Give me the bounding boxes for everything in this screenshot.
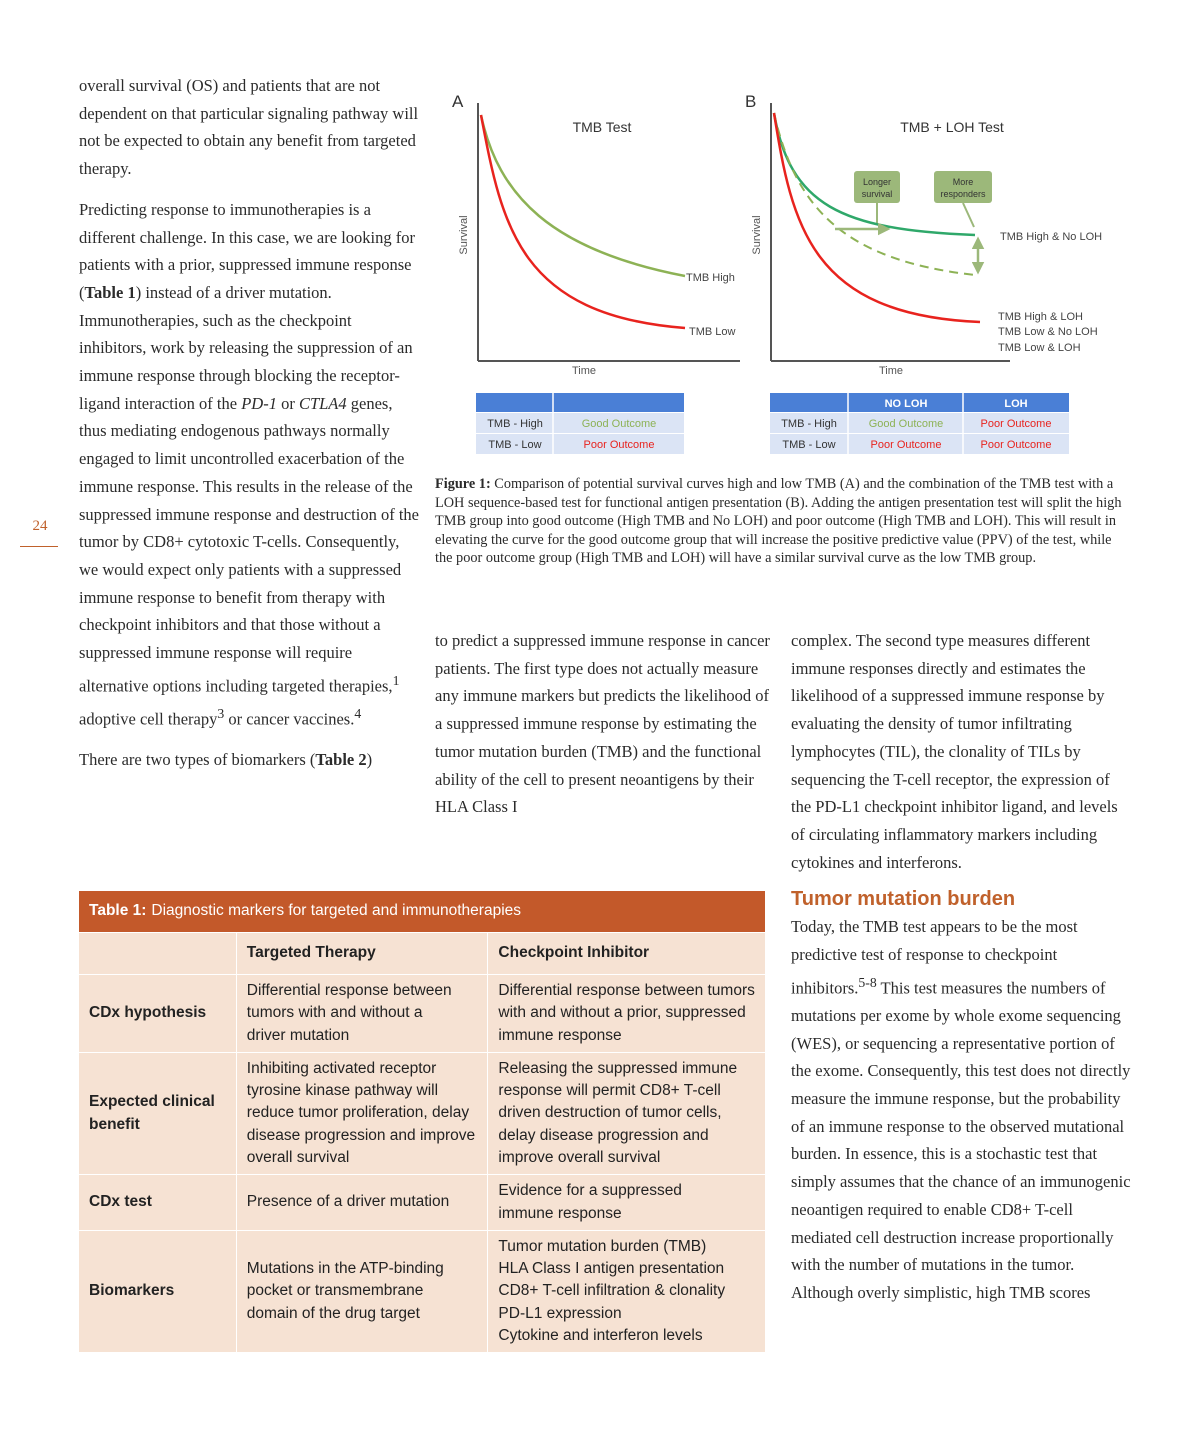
svg-text:responders: responders	[940, 189, 986, 199]
table-row	[79, 974, 765, 1052]
curve-label: TMB High	[686, 272, 735, 284]
row-label: CDx hypothesis	[79, 975, 237, 1052]
left-column	[79, 72, 419, 774]
table-cell: Good Outcome	[868, 418, 944, 430]
table-header-cell: LOH	[1004, 398, 1028, 410]
table-reference: Table 2	[315, 750, 367, 770]
citation: 5-8	[858, 974, 877, 990]
panel-letter: A	[452, 92, 464, 111]
curve-tmb-low	[481, 115, 685, 328]
y-axis-label: Survival	[458, 215, 470, 255]
gene-name: PD-1	[241, 393, 277, 413]
table-row	[79, 1052, 765, 1174]
table-cell: TMB - High	[487, 418, 543, 430]
curve-tmb-high	[481, 115, 685, 276]
column-header: Targeted Therapy	[237, 933, 489, 974]
table-row	[79, 1174, 765, 1230]
citation: 4	[354, 705, 362, 721]
paragraph: Today, the TMB test appears to be the most predictive test of response to checkpoint inhibitors.$^{5-8}$ This test measures the numbers of mutations per exome by whole exome sequencing (WES), or sequencing a representative portion of the exome. Consequently, this test does not directly measure the immune response, but the probability of an immune response to the observed mutational burden. In essence, this is a stochastic test that simply assumes that the chance of an immunogenic neoantigen required to enable CD8+ T-cell mediated cell destruction increase proportionally with the number of mutations in the tumor. Although overly simplistic, high TMB scores	[791, 917, 1131, 1302]
paragraph: There are two types of biomarkers (Table 2)	[79, 750, 373, 770]
figure-caption: Figure 1: Comparison of potential survival curves high and low TMB (A) and the combination of the TMB test with a LOH sequence-based test for functional antigen presentation (B). Adding the antigen presentation test will split the high TMB group into good outcome (High TMB and No LOH) and poor outcome (High TMB and LOH). This will result in elevating the curve for the good outcome group that will increase the positive predictive value (PPV) of the test, while the poor outcome group (High TMB and LOH) will have a similar survival curve as the low TMB group.	[435, 476, 1122, 567]
table-cell: Good Outcome	[581, 418, 657, 430]
table-cell: Poor Outcome	[980, 418, 1052, 430]
table-cell: Differential response between tumors with and without a prior, suppressed immune response	[498, 982, 755, 1044]
curve-label: TMB Low & LOH	[998, 342, 1081, 354]
table-cell: Poor Outcome	[870, 439, 942, 451]
page-number-rule	[20, 546, 58, 547]
svg-text:survival: survival	[861, 189, 893, 199]
table-cell: Inhibiting activated receptor tyrosine kinase pathway will reduce tumor proliferation, delay disease progression and improve overall survival	[237, 1053, 489, 1174]
table-cell: Evidence for a suppressed immune response	[498, 1182, 682, 1222]
curve-label: TMB Low	[689, 326, 736, 338]
x-axis-label: Time	[571, 365, 597, 377]
panel-b	[745, 92, 1102, 454]
table-header	[476, 393, 684, 412]
table-header-row	[79, 932, 765, 974]
svg-text:Longer: Longer	[862, 177, 892, 187]
right-column	[791, 627, 1131, 1307]
table-reference: Table 1	[84, 282, 136, 302]
citation: 3	[217, 705, 225, 721]
panel-title: TMB Test	[572, 119, 632, 135]
table-cell: Mutations in the ATP-binding pocket or transmembrane domain of the drug target	[237, 1231, 489, 1352]
section-heading: Tumor mutation burden	[791, 888, 1016, 911]
table-cell: Releasing the suppressed immune response will permit CD8+ T-cell driven destruction of tumor cells, delay disease progression and improve overall survival	[498, 1059, 738, 1166]
y-axis-label: Survival	[751, 215, 763, 255]
paragraph: Predicting response to immunotherapies is a different challenge. In this case, we are looking for patients with a prior, suppressed immune response (Table 1) instead of a driver mutation. Immunotherapies, such as the checkpoint inhibitors, work by releasing the suppression of an immune response through blocking the receptor-ligand interaction of the PD-1 or CTLA4 genes, thus mediating endogenous pathways normally engaged to limit uncontrolled exacerbation of the immune response. This results in the release of the suppressed immune response and destruction of the tumor by CD8+ cytotoxic T-cells. Consequently, we would expect only patients with a suppressed immune response to benefit from therapy with checkpoint inhibitors and that those without a suppressed immune response will require alternative options including targeted therapies,$^1$ adoptive cell therapy$^3$ or cancer vaccines.$^4$	[79, 199, 420, 729]
table-1	[79, 891, 765, 1352]
row-label: Expected clinical benefit	[79, 1053, 237, 1174]
svg-text:More: More	[952, 177, 974, 187]
panel-a	[452, 92, 740, 454]
figure-1	[440, 85, 1140, 465]
table-cell: Tumor mutation burden (TMB) HLA Class I antigen presentation CD8+ T-cell infiltration & clonality PD-L1 expression Cytokine and interferon levels	[498, 1237, 726, 1344]
column-header: Checkpoint Inhibitor	[498, 944, 650, 962]
panel-letter: B	[745, 92, 757, 111]
curve-label: TMB High & LOH	[998, 311, 1083, 323]
table-cell: Presence of a driver mutation	[237, 1175, 489, 1230]
paragraph: overall survival (OS) and patients that are not dependent on that particular signaling pathway will not be expected to obtain any benefit from targeted therapy.	[79, 76, 419, 179]
table-header-cell: NO LOH	[884, 398, 928, 410]
panel-title: TMB + LOH Test	[900, 119, 1004, 135]
row-label: CDx test	[79, 1175, 237, 1230]
row-label: Biomarkers	[79, 1231, 237, 1352]
table-cell: TMB - High	[781, 418, 837, 430]
table-row	[79, 1230, 765, 1352]
middle-column	[435, 627, 775, 821]
table-cell: TMB - Low	[782, 439, 836, 451]
table-cell: Differential response between tumors with and without a driver mutation	[237, 975, 489, 1052]
gene-name: CTLA4	[298, 393, 347, 413]
table-cell: Poor Outcome	[980, 439, 1052, 451]
curve-label: TMB High & No LOH	[1000, 231, 1103, 243]
table-cell: TMB - Low	[488, 439, 542, 451]
table-title: Table 1: Diagnostic markers for targeted and immunotherapies	[79, 891, 765, 932]
table-cell: Poor Outcome	[583, 439, 655, 451]
curve-label: TMB Low & No LOH	[998, 326, 1098, 338]
paragraph: to predict a suppressed immune response in cancer patients. The first type does not actually measure any immune markers but predicts the likelihood of a suppressed immune response by estimating the tumor mutation burden (TMB) and the functional ability of the cell to present neoantigens by their HLA Class I	[435, 631, 770, 817]
paragraph: complex. The second type measures different immune responses directly and estimates the likelihood of a suppressed immune response by evaluating the density of tumor infiltrating lymphocytes (TIL), the clonality of TILs by sequencing the T-cell receptor, the expression of the PD-L1 checkpoint inhibitor ligand, and levels of circulating inflammatory markers including cytokines and interferons.	[791, 631, 1118, 872]
citation: 1	[392, 672, 400, 688]
page-number: 24	[32, 518, 48, 534]
x-axis-label: Time	[878, 365, 904, 377]
